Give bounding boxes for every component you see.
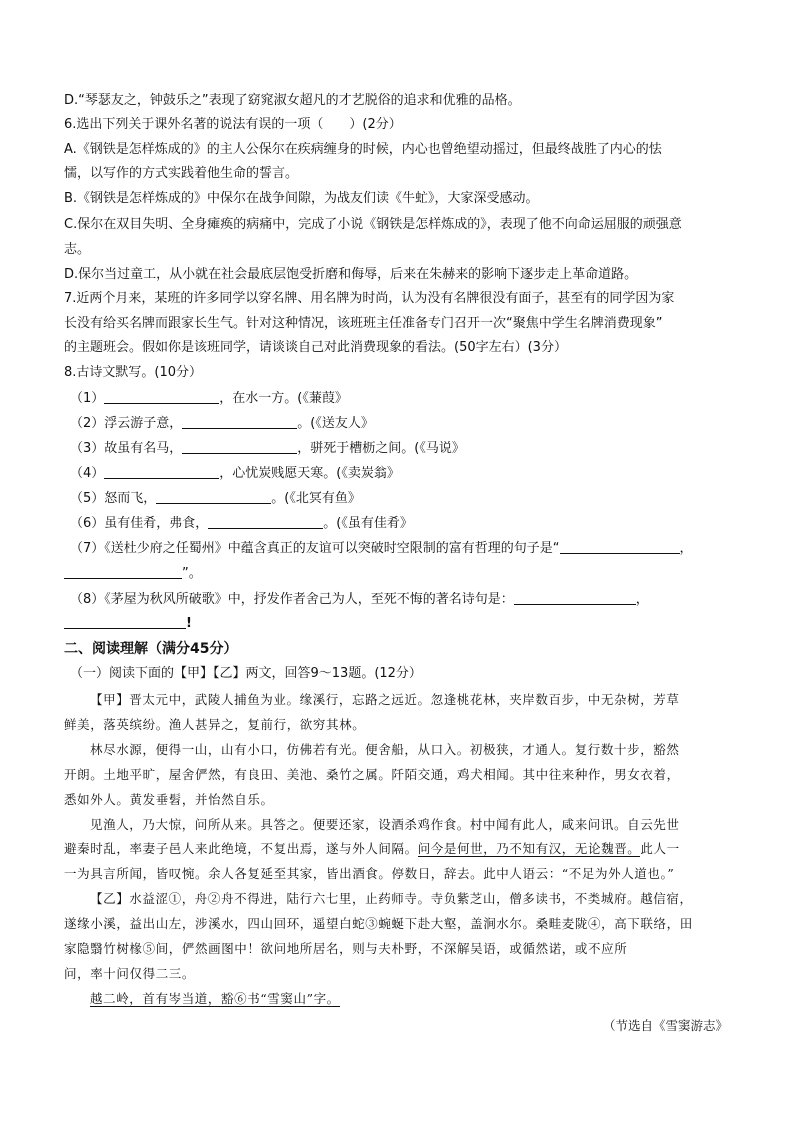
- q6-option-a-line1: A.《钢铁是怎样炼成的》的主人公保尔在疾病缠身的时候，内心也曾绝望动摇过，但最终战胜了内心的怯: [64, 142, 662, 157]
- passage-jia-line1: 【甲】晋太元中，武陵人捕鱼为业。缘溪行，忘路之远近。忽逢桃花林，夹岸数百步，中无杂树，芳草: [90, 692, 680, 707]
- subsection-1-heading: （一）阅读下面的【甲】【乙】两文，回答9～13题。(12分）: [70, 666, 422, 681]
- poem-item-text: （5）怒而飞，: [70, 491, 157, 506]
- poem-item-6: [70, 515, 413, 533]
- poem-item-text: （3）故虽有名马，: [70, 441, 183, 456]
- passage-jia-line4: 开朗。土地平旷，屋舍俨然，有良田、美池、桑竹之属。阡陌交通，鸡犬相闻。其中往来种作，男女衣着，: [64, 767, 680, 782]
- passage-yi-line3: 家隐翳竹树椽⑤间，俨然画图中！欲问地所居名，则与夫朴野，不深解吴语，或循然诺，或不应所: [64, 941, 628, 956]
- passage-source: （节选自《雪窦游志》: [602, 1018, 728, 1033]
- poem-item-2: [70, 415, 374, 433]
- poem-item-source: 。(《虽有佳肴》: [323, 516, 413, 531]
- passage-jia-line2: 鲜美，落英缤纷。渔人甚异之，复前行，欲穷其林。: [64, 717, 366, 732]
- passage-jia-line3: 林尽水源，便得一山，山有小口，仿佛若有光。便舍船，从口入。初极狭，才通人。复行数十步，豁然: [90, 742, 680, 757]
- passage-yi-line1: 【乙】水益涩①，舟②舟不得进，陆行六七里，止药师寺。寺负紫芝山，僧多读书，不类城府。越信宿，: [90, 891, 693, 906]
- q6-option-a-line2: 懦，以写作的方式实践着他生命的誓言。: [64, 166, 299, 181]
- poem-item-8-line2: [64, 615, 192, 633]
- poem-item-1: [70, 390, 348, 408]
- poem-item-4: [70, 465, 400, 483]
- q6-option-d: D.保尔当过童工，从小就在社会最底层饱受折磨和侮辱，后来在朱赫来的影响下逐步走上革命道路。: [64, 267, 638, 282]
- poem-item-7-line1: [70, 540, 693, 558]
- poem-item-text: ，心忧炭贱愿天寒。(《卖炭翁》: [219, 466, 400, 481]
- poem-item-source: ，骈死于槽枥之间。(《马说》: [297, 441, 465, 456]
- answer-blank[interactable]: [182, 440, 297, 454]
- poem-item-punct: ，: [635, 592, 649, 607]
- answer-blank[interactable]: [560, 540, 680, 554]
- passage-yi-line2: 遂缘小溪，益出山左，涉溪水，四山回环，遥望白蛇③蜿蜒下赴大壑，盖涧水尔。桑畦麦陇④，高下联络，田: [64, 916, 693, 931]
- answer-blank[interactable]: [208, 515, 323, 529]
- poem-item-text: （2）浮云游子意，: [70, 416, 183, 431]
- passage-jia-line8: 一为具言所闻，皆叹惋。余人各复延至其家，皆出酒食。停数日，辞去。此中人语云：“不足为外人道也。”: [64, 866, 675, 881]
- poem-item-punct: ”。: [182, 566, 202, 581]
- passage-jia-line7: [64, 840, 680, 858]
- poem-item-text: ，在水一方。(《蒹葭》: [219, 391, 348, 406]
- poem-item-text: （7）《送杜少府之任蜀州》中蕴含真正的友谊可以突破时空限制的富有哲理的句子是“: [70, 541, 560, 556]
- poem-item-3: [70, 440, 465, 458]
- passage-text: 避秦时乱，率妻子邑人来此绝境，不复出焉，遂与外人间隔。: [64, 841, 418, 856]
- poem-item-source: 。(《北冥有鱼》: [271, 491, 361, 506]
- section-2-heading: 二、阅读理解（满分45分）: [64, 641, 238, 657]
- answer-blank[interactable]: [104, 390, 219, 404]
- question-6: 6.选出下列关于课外名著的说法有误的一项（ ）(2分）: [64, 117, 402, 132]
- poem-item-punct: !: [186, 616, 192, 631]
- passage-jia-line5: 悉如外人。黄发垂髫，并怡然自乐。: [64, 792, 274, 807]
- poem-item-text: （6）虽有佳肴，弗食，: [70, 516, 209, 531]
- q6-option-b: B.《钢铁是怎样炼成的》中保尔在战争间隙，为战友们读《牛虻》，大家深受感动。: [64, 191, 539, 206]
- question-7-line1: 7.近两个月来，某班的许多同学以穿名牌、用名牌为时尚，认为没有名牌很没有面子，甚至有的同学因为家: [64, 291, 675, 306]
- poem-item-8-line1: [70, 591, 649, 609]
- poem-item-5: [70, 490, 361, 508]
- passage-yi-line5: [90, 990, 340, 1008]
- answer-blank[interactable]: [156, 490, 271, 504]
- underlined-sentence: 问今是何世，乃不知有汉，无论魏晋。: [417, 841, 641, 856]
- passage-text: 此人一: [640, 841, 680, 856]
- answer-blank[interactable]: [182, 415, 297, 429]
- poem-item-text: （8）《茅屋为秋风所破歌》中，抒发作者舍己为人，至死不悔的著名诗句是：: [70, 592, 514, 607]
- question-7-line2: 长没有给买名牌而跟家长生气。针对这种情况，该班班主任准备专门召开一次“聚焦中学生名牌消费现象”: [64, 316, 663, 331]
- answer-blank[interactable]: [514, 591, 636, 605]
- poem-item-punct: ，: [679, 541, 693, 556]
- answer-blank[interactable]: [64, 565, 182, 579]
- passage-jia-line6: 见渔人，乃大惊，问所从来。具答之。便要还家，设酒杀鸡作食。村中闻有此人，咸来问讯。自云先世: [90, 817, 680, 832]
- q6-option-c-line1: C.保尔在双目失明、全身瘫痪的病痛中，完成了小说《钢铁是怎样炼成的》，表现了他不向命运屈服的顽强意: [64, 217, 682, 232]
- poem-item-7-line2: [64, 565, 202, 583]
- passage-yi-line4: 问，率十问仅得二三。: [64, 966, 196, 981]
- answer-blank[interactable]: [104, 465, 219, 479]
- answer-blank[interactable]: [64, 615, 186, 629]
- question-8: 8.古诗文默写。(10分）: [64, 365, 203, 380]
- poem-item-source: 。(《送友人》: [297, 416, 374, 431]
- q5-option-d: D.“琴瑟友之，钟鼓乐之”表现了窈窕淑女超凡的才艺脱俗的追求和优雅的品格。: [64, 93, 521, 108]
- poem-item-label: （4）: [70, 466, 105, 481]
- poem-item-label: （1）: [70, 391, 105, 406]
- question-7-line3: 的主题班会。假如你是该班同学，请谈谈自己对此消费现象的看法。(50字左右）(3分）: [64, 340, 567, 355]
- underlined-sentence: 越二岭，首有岑当道，豁⑥书“雪窦山”字。: [90, 991, 340, 1006]
- q6-option-c-line2: 志。: [64, 242, 91, 257]
